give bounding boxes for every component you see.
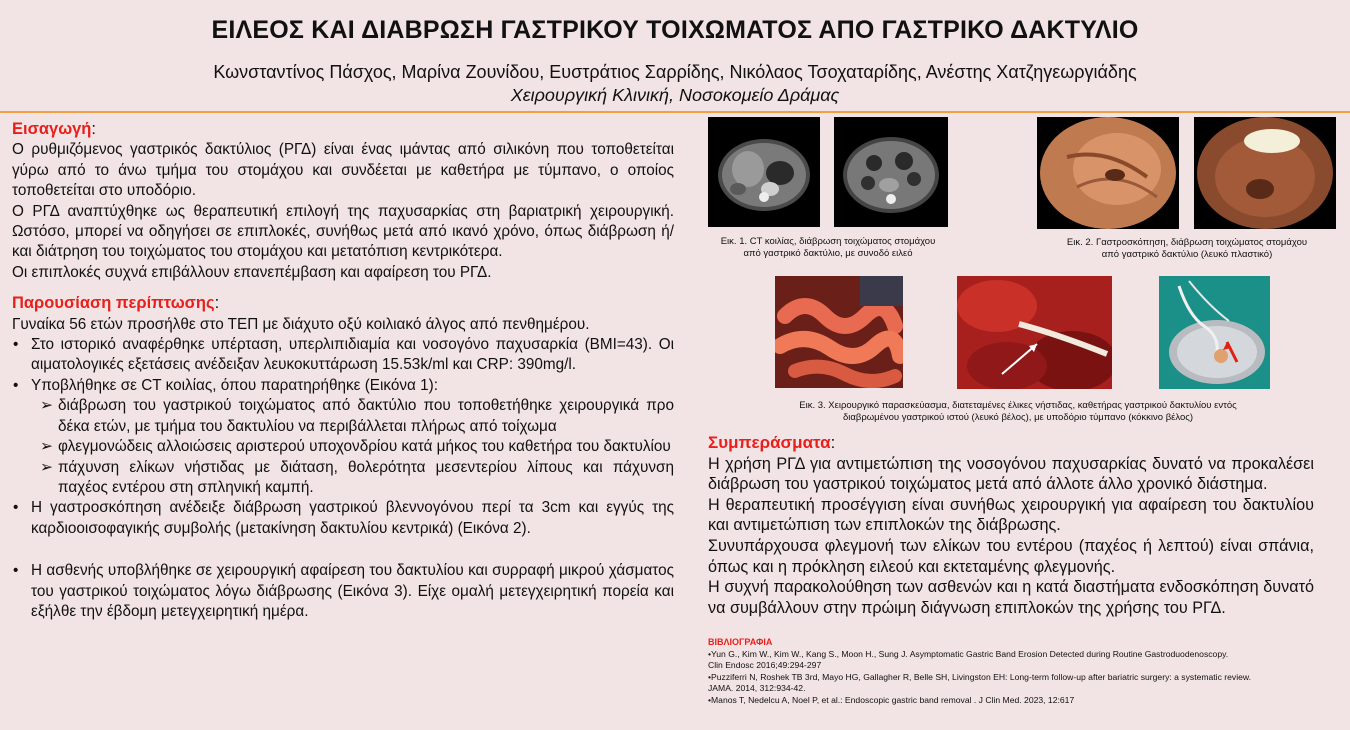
list-item [12, 561, 674, 622]
conclusion-paragraph: Η συχνή παρακολούθηση των ασθενών και η κατά διαστήματα ενδοσκόπηση δυνατό να συμβάλλουν στην πρώιμη διάγνωση επιπλοκών της χρήσης του ΡΓΔ. [708, 578, 1314, 617]
surgical-image-1 [775, 276, 903, 388]
reference-line: •Manos T, Nedelcu A, Noel P, et al.: Endoscopic gastric band removal . J Clin Med. 2023, 12:617 [708, 694, 1075, 705]
surgical-image-3 [1159, 276, 1270, 389]
bullet-text: Η ασθενής υποβλήθηκε σε χειρουργική αφαίρεση του δακτυλίου και συρραφή μικρού χάσματος του γαστρικού τοιχώματος λόγω διάβρωσης (Εικόνα 3). Είχε ομαλή μετεγχειρητική πορεία και εξήλθε την έβδομη μετεγχειρητική ημέρα. [31, 562, 674, 620]
bullet-mark: • [13, 336, 19, 354]
sub-bullet-text: διάβρωση του γαστρικού τοιχώματος από δακτύλιο που τοποθετήθηκε χειρουργικά προ δέκα ετών, με τμήμα του δακτυλίου να περιβάλλεται πλήρως από τοίχωμα [58, 397, 674, 435]
sub-list-item [12, 437, 674, 457]
arrow-bullet-icon: ➢ [40, 458, 53, 476]
surgical-image-2 [957, 276, 1112, 389]
gastroscopy-image-1 [1037, 117, 1179, 229]
figure-2-caption: Εικ. 2. Γαστροσκόπηση, διάβρωση τοιχώματος στομάχου από γαστρικό δακτύλιο (λευκό πλαστικό) [1066, 237, 1308, 260]
bullet-mark: • [13, 499, 19, 517]
list-item [12, 335, 674, 376]
affiliation: Χειρουργική Κλινική, Νοσοκομείο Δράμας [510, 85, 840, 105]
bullet-text: Η γαστροσκόπηση ανέδειξε διάβρωση γαστρικού βλεννογόνου περί τα 3cm και εγγύς της καρδιοοισοφαγικής συμβολής (μετακίνηση δακτυλίου κεντρικά) (Εικόνα 2). [31, 499, 674, 537]
bibliography-heading: ΒΙΒΛΙΟΓΡΑΦΙΑ [708, 637, 773, 647]
bullet-text: Υποβλήθηκε σε CT κοιλίας, όπου παρατηρήθηκε (Εικόνα 1): [31, 376, 438, 394]
header-divider [0, 111, 1350, 113]
case-colon: : [214, 294, 220, 313]
case-heading-line [12, 293, 674, 314]
ct-image-1 [708, 117, 820, 227]
sub-list-item [12, 458, 674, 499]
conclusions-colon: : [830, 434, 836, 452]
intro-paragraph: Οι επιπλοκές συχνά επιβάλλουν επανεπέμβαση και αφαίρεση του ΡΓΔ. [12, 263, 492, 281]
conclusions-heading-line [708, 433, 1314, 454]
list-item [12, 376, 674, 396]
poster-title: ΕΙΛΕΟΣ ΚΑΙ ΔΙΑΒΡΩΣΗ ΓΑΣΤΡΙΚΟΥ ΤΟΙΧΩΜΑΤΟΣ ΑΠΟ ΓΑΣΤΡΙΚΟ ΔΑΚΤΥΛΙΟ [211, 16, 1139, 44]
bullet-text: Στο ιστορικό αναφέρθηκε υπέρταση, υπερλιπιδιαμία και νοσογόνο παχυσαρκία (BMI=43). Οι αιματολογικές εξετάσεις ανέδειξαν λευκοκυττάρωση 15.53k/ml και CRP: 390mg/l. [31, 336, 674, 374]
authors: Κωνσταντίνος Πάσχος, Μαρίνα Ζουνίδου, Ευστράτιος Σαρρίδης, Νικόλαος Τσοχαταρίδης, Ανέστης Χατζηγεωργιάδης [213, 62, 1137, 82]
sub-bullet-text: φλεγμονώδεις αλλοιώσεις αριστερού υποχονδρίου κατά μήκος του καθετήρα του δακτυλίου [58, 438, 671, 456]
bibliography [708, 637, 1328, 707]
figure-3-caption: Εικ. 3. Χειρουργικό παρασκεύασμα, διατεταμένες έλικες νήστιδας, καθετήρας γαστρικού δακτυλίου εντός διαβρωμένου γαστρικού ιστού (λευκό βέλος), με υποδόριο τύμπανο (κόκκινο βέλος) [799, 400, 1237, 423]
intro-heading: Εισαγωγή [12, 120, 92, 138]
conclusions-heading: Συμπεράσματα [708, 433, 831, 452]
case-heading: Παρουσίαση περίπτωσης [12, 294, 215, 313]
conclusion-paragraph: Συνυπάρχουσα φλεγμονή των ελίκων του εντέρου (παχέος ή λεπτού) είναι σπάνια, όπως και η πρόκληση ειλεού και εκτεταμένης φλεγμονής. [708, 536, 1314, 576]
reference-line: •Puzziferri N, Roshek TB 3rd, Mayo HG, Gallagher R, Belle SH, Livingston EH: Long-term follow-up after bariatric surgery: a systematic review. [708, 671, 1252, 682]
intro-colon: : [91, 120, 96, 138]
case-lead: Γυναίκα 56 ετών προσήλθε στο ΤΕΠ με διάχυτο οξύ κοιλιακό άλγος από πενθημέρου. [12, 315, 590, 333]
intro-paragraph: Ο ρυθμιζόμενος γαστρικός δακτύλιος (ΡΓΔ) είναι ένας ιμάντας από σιλικόνη που τοποθετείται γύρω από το άνω τμήμα του στομάχου και συνδέεται με καθετήρα με τύμπανο, ο οποίος τοποθετείται στο υποδόριο. [12, 141, 674, 200]
bullet-mark: • [13, 376, 19, 394]
conclusion-paragraph: Η θεραπευτική προσέγγιση είναι συνήθως χειρουργική για αφαίρεση του δακτυλίου και αντιμετώπιση των επιπλοκών της διάβρωσης. [708, 495, 1314, 535]
left-column [12, 119, 674, 622]
sub-list-item [12, 396, 674, 437]
arrow-bullet-icon: ➢ [40, 397, 53, 415]
reference-line: Clin Endosc 2016;49:294-297 [708, 660, 822, 671]
figure-1-caption: Εικ. 1. CT κοιλίας, διάβρωση τοιχώματος στομάχου από γαστρικό δακτύλιο, με συνοδό ειλεό [720, 236, 936, 259]
sub-bullet-text: πάχυνση ελίκων νήστιδας με διάταση, θολερότητα μεσεντερίου λίπους και πάχυνση παχέος εντέρου στη σπληνική καμπή. [58, 458, 674, 496]
intro-paragraph: Ο ΡΓΔ αναπτύχθηκε ως θεραπευτική επιλογή της παχυσαρκίας στη βαριατρική χειρουργική. Ωστόσο, μπορεί να οδηγήσει σε επιπλοκές, συνήθως μετά από ικανό χρόνο, όπως διάβρωση ή/και διάτρηση του τοιχώματος του στομάχου και μετατόπιση κεντρικότερα. [12, 202, 674, 261]
intro-heading-line [12, 119, 674, 140]
list-item [12, 498, 674, 539]
gastroscopy-image-2 [1194, 117, 1336, 229]
conclusion-paragraph: Η χρήση ΡΓΔ για αντιμετώπιση της νοσογόνου παχυσαρκίας δυνατό να προκαλέσει διάβρωση του γαστρικού τοιχώματος μετά από άλλοτε άλλο χρονικό διάστημα. [708, 454, 1314, 494]
arrow-bullet-icon: ➢ [40, 438, 53, 456]
ct-image-2 [834, 117, 948, 227]
reference-line: JAMA. 2014, 312:934-42. [708, 683, 806, 694]
bullet-mark: • [13, 562, 19, 580]
reference-line: •Yun G., Kim W., Kim W., Kang S., Moon H., Sung J. Asymptomatic Gastric Band Erosion Detected during Routine Gastroduodenoscopy. [708, 648, 1229, 659]
conclusions-section [708, 433, 1314, 618]
